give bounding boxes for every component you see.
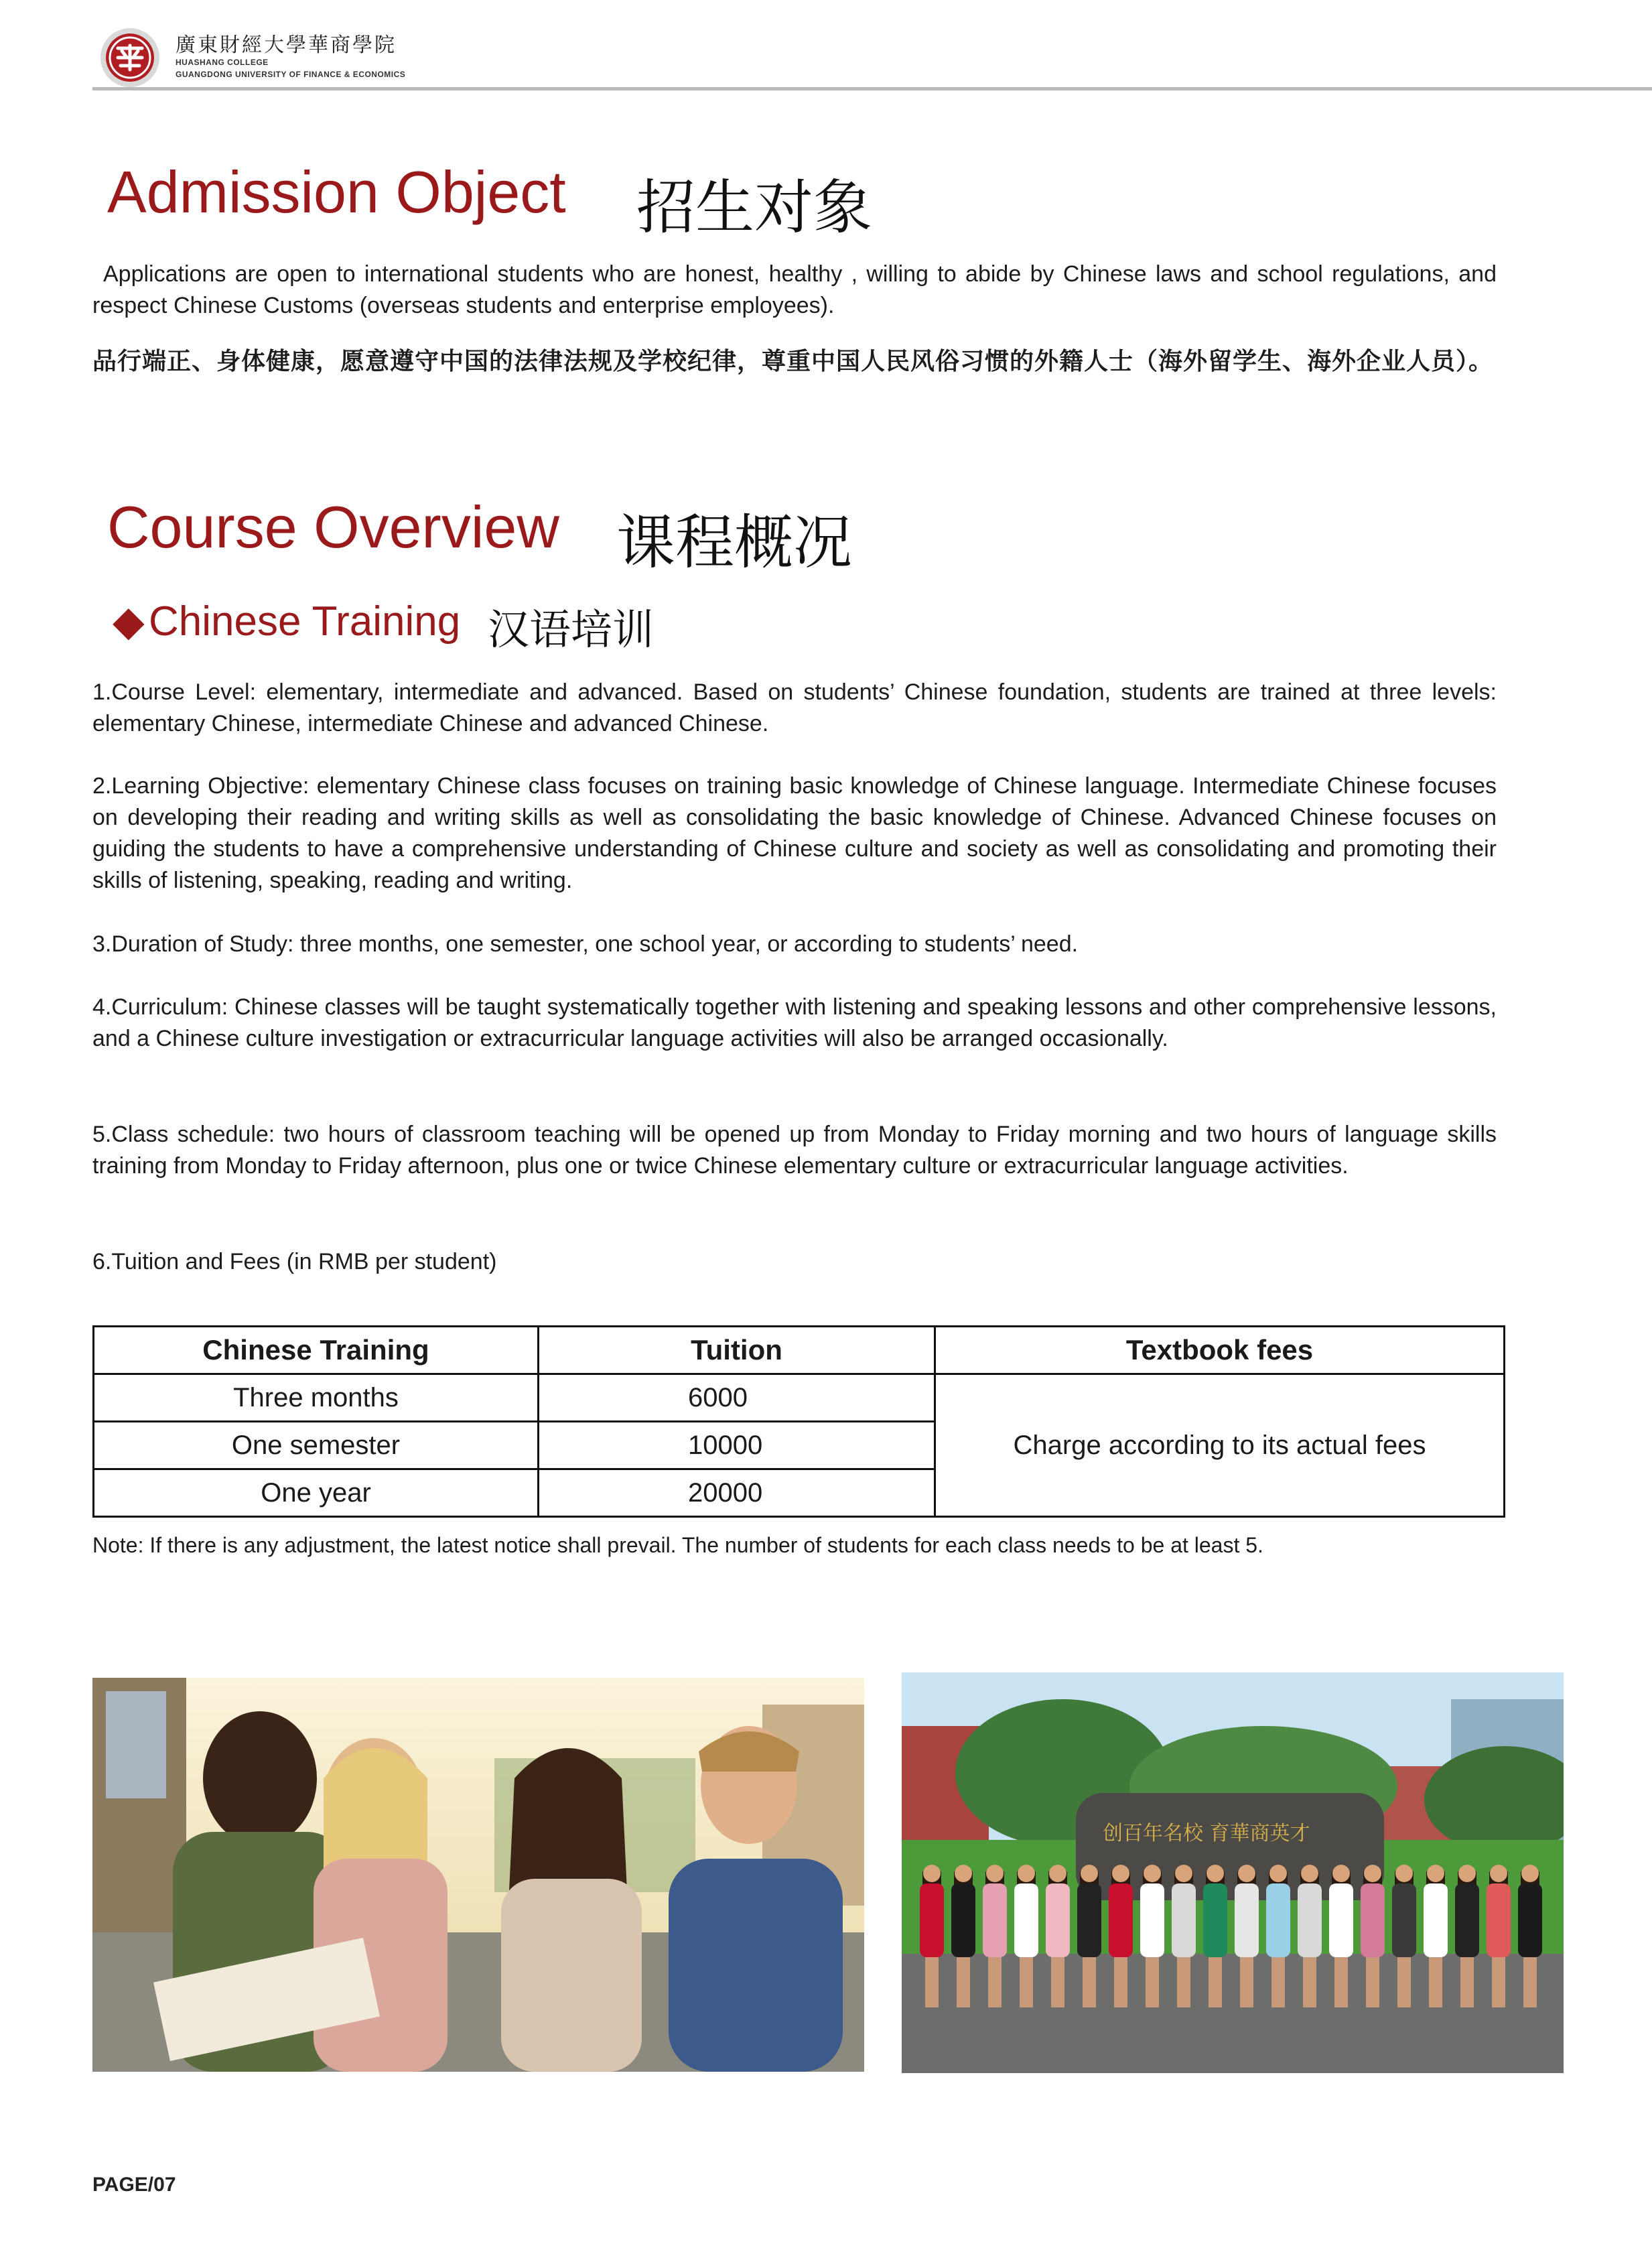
- person-head: [1018, 1865, 1035, 1882]
- tuition-fees-table: [92, 1325, 1505, 1518]
- period-cell: One semester: [94, 1422, 539, 1469]
- person-head: [1521, 1865, 1539, 1882]
- university-name-en: GUANGDONG UNIVERSITY OF FINANCE & ECONOMICS: [176, 70, 406, 79]
- column-header: Textbook fees: [935, 1327, 1505, 1374]
- person-body: [1487, 1883, 1511, 1957]
- person-body: [983, 1883, 1007, 1957]
- person-head: [986, 1865, 1004, 1882]
- chinese-training-title-cn: 汉语培训: [488, 605, 655, 654]
- admission-title-en: Admission Object: [107, 159, 566, 225]
- diamond-bullet-icon: ◆: [113, 598, 145, 645]
- course-title-en: Course Overview: [107, 494, 559, 560]
- person-body: [1077, 1883, 1101, 1957]
- person-legs: [1114, 1957, 1127, 2007]
- person-body: [1203, 1883, 1227, 1957]
- page-number: PAGE/07: [92, 2174, 176, 2196]
- header-divider: [92, 87, 1652, 90]
- course-item: 2.Learning Objective: elementary Chinese class focuses on training basic knowledge of Chinese language. Intermediate Chinese focuses on developing their reading and writing skills as well as consolidating the basic knowledge of Chinese. Advanced Chinese focuses on guiding the students to have a comprehensive understanding of Chinese culture and society as well as consolidating and promoting their skills of listening, speaking, reading and writing.: [92, 773, 1497, 893]
- textbook-fees-cell: Charge according to its actual fees: [935, 1374, 1505, 1517]
- person-head: [1395, 1865, 1413, 1882]
- person-legs: [1177, 1957, 1190, 2007]
- admission-text-en: Applications are open to international students who are honest, healthy , willing to abide by Chinese laws and school regulations, and respect Chinese Customs (overseas students and enterprise employees).: [92, 261, 1497, 318]
- person-legs: [925, 1957, 939, 2007]
- person-legs: [1366, 1957, 1379, 2007]
- person-body: [1424, 1883, 1448, 1957]
- person-head: [1458, 1865, 1476, 1882]
- students-photo: [92, 1678, 864, 2072]
- college-name-en: HUASHANG COLLEGE: [176, 58, 269, 67]
- person-legs: [1146, 1957, 1159, 2007]
- person-head: [1144, 1865, 1161, 1882]
- person-head: [1301, 1865, 1318, 1882]
- person-legs: [1209, 1957, 1222, 2007]
- person-legs: [1020, 1957, 1033, 2007]
- course-item: 1.Course Level: elementary, intermediate and advanced. Based on students’ Chinese foundation, students are trained at three levels: elementary Chinese, intermediate Chinese and advanced Chinese.: [92, 679, 1497, 736]
- person-legs: [1303, 1957, 1316, 2007]
- person-body: [1266, 1883, 1290, 1957]
- person-head: [1332, 1865, 1350, 1882]
- group-photo-illustration: [902, 1672, 1564, 2073]
- college-name-cn: 廣東財經大學華商學院: [176, 34, 397, 57]
- table-row: [94, 1374, 1505, 1422]
- person-head: [955, 1865, 972, 1882]
- table-note: Note: If there is any adjustment, the latest notice shall prevail. The number of students for each class needs to be at least 5.: [92, 1533, 1263, 1557]
- column-header: Tuition: [539, 1327, 935, 1374]
- person-legs: [1240, 1957, 1253, 2007]
- admission-title-cn: 招生对象: [636, 173, 873, 242]
- table-header-row: [94, 1327, 1505, 1374]
- person-head: [1081, 1865, 1098, 1882]
- person-body: [1014, 1883, 1038, 1957]
- person-body: [1392, 1883, 1416, 1957]
- admission-text-cn: 品行端正、身体健康，愿意遵守中国的法律法规及学校纪律，尊重中国人民风俗习惯的外籍人士（海外留学生、海外企业人员）。: [92, 348, 1494, 375]
- person-body: [1518, 1883, 1542, 1957]
- person-legs: [1051, 1957, 1064, 2007]
- course-item: 4.Curriculum: Chinese classes will be taught systematically together with listening and speaking lessons and other comprehensive lessons, and a Chinese culture investigation or extracurricular language activities will also be arranged occasionally.: [92, 994, 1497, 1051]
- person-head: [1112, 1865, 1129, 1882]
- person-body: [1298, 1883, 1322, 1957]
- person-body: [1046, 1883, 1070, 1957]
- person-body: [920, 1883, 944, 1957]
- course-item: 6.Tuition and Fees (in RMB per student): [92, 1249, 497, 1274]
- person-body: [1329, 1883, 1353, 1957]
- students-photo-illustration: [92, 1678, 864, 2072]
- person-body: [1109, 1883, 1133, 1957]
- person-head: [1490, 1865, 1507, 1882]
- college-logo: [99, 27, 161, 88]
- person-head: [1207, 1865, 1224, 1882]
- person-head: [1427, 1865, 1444, 1882]
- tuition-cell: 6000: [539, 1374, 935, 1422]
- person-legs: [957, 1957, 970, 2007]
- person-legs: [1492, 1957, 1505, 2007]
- person-legs: [1397, 1957, 1411, 2007]
- course-item: 5.Class schedule: two hours of classroom teaching will be opened up from Monday to Friday morning and two hours of language skills training from Monday to Friday afternoon, plus one or twice Chinese elementary culture or extracurricular language activities.: [92, 1122, 1497, 1179]
- person-legs: [988, 1957, 1002, 2007]
- tuition-cell: 10000: [539, 1422, 935, 1469]
- person-head: [1238, 1865, 1255, 1882]
- person-legs: [1271, 1957, 1285, 2007]
- person-body: [1140, 1883, 1164, 1957]
- course-title-cn: 课程概况: [616, 508, 853, 577]
- person-head: [1364, 1865, 1381, 1882]
- person-head: [1049, 1865, 1066, 1882]
- course-item: 3.Duration of Study: three months, one semester, one school year, or according to students’ need.: [92, 931, 1079, 957]
- person-legs: [1429, 1957, 1442, 2007]
- person-body: [1235, 1883, 1259, 1957]
- column-header: Chinese Training: [94, 1327, 539, 1374]
- person-legs: [1460, 1957, 1474, 2007]
- person-body: [1172, 1883, 1196, 1957]
- stone-inscription: 创百年名校 育華商英才: [1103, 1822, 1310, 1845]
- person-head: [923, 1865, 941, 1882]
- person-body: [1361, 1883, 1385, 1957]
- group-photo: [902, 1672, 1564, 2073]
- person-body: [951, 1883, 975, 1957]
- person-head: [1175, 1865, 1192, 1882]
- chinese-training-title-en: Chinese Training: [149, 598, 461, 645]
- person-body: [1455, 1883, 1479, 1957]
- person-legs: [1334, 1957, 1348, 2007]
- period-cell: One year: [94, 1469, 539, 1517]
- person-head: [1269, 1865, 1287, 1882]
- tuition-cell: 20000: [539, 1469, 935, 1517]
- person-legs: [1523, 1957, 1537, 2007]
- person-legs: [1083, 1957, 1096, 2007]
- period-cell: Three months: [94, 1374, 539, 1422]
